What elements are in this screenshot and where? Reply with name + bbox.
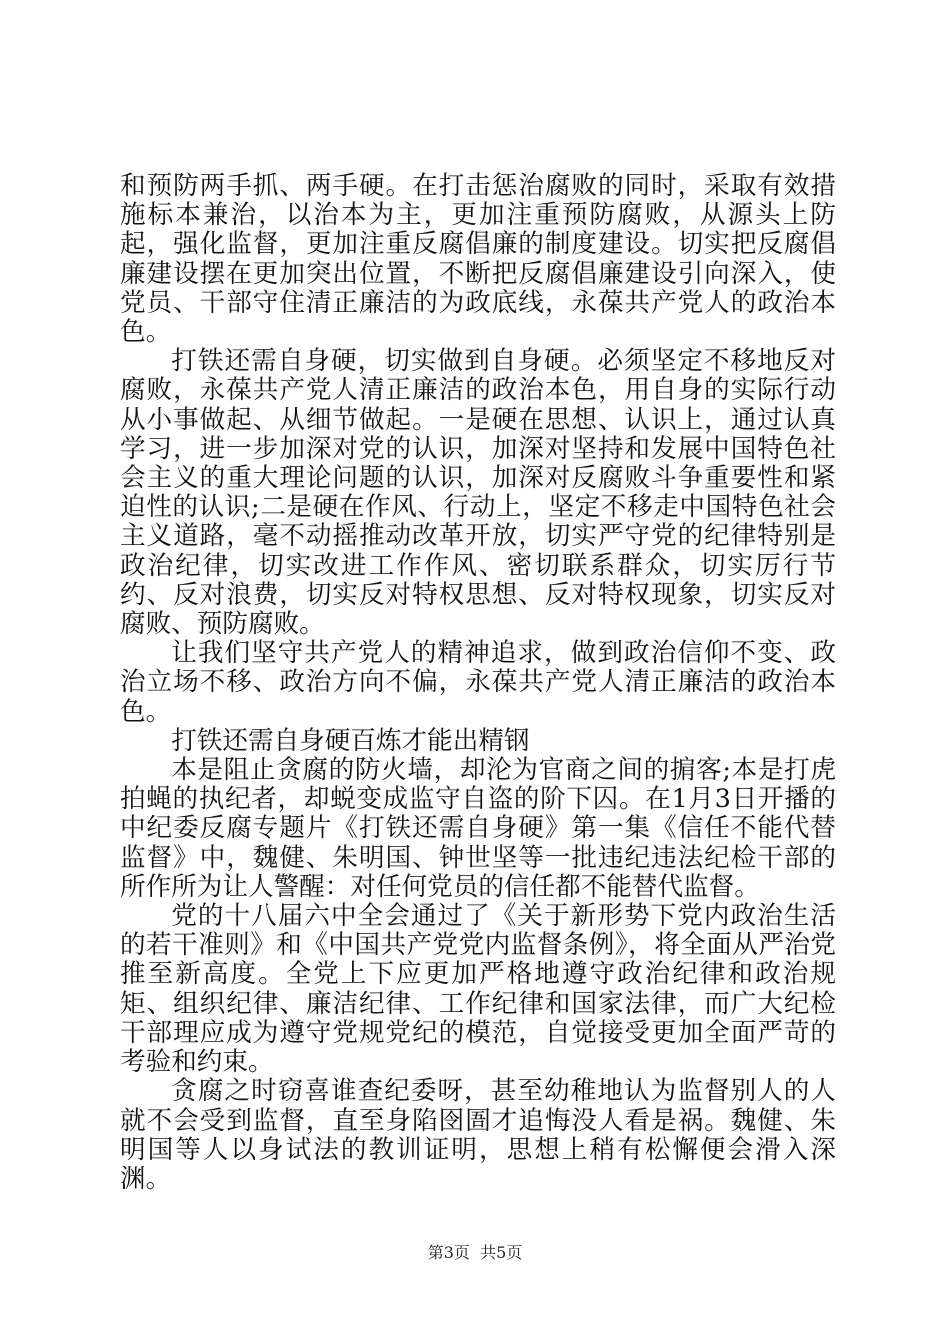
paragraph: 打铁还需自身硬，切实做到自身硬。必须坚定不移地反对腐败，永葆共产党人清正廉洁的政治本色，用自身的实际行动从小事做起、从细节做起。一是硬在思想、认识上，通过认真学习，进一步加深对党的认识，加深对坚持和发展中国特色社会主义的重大理论问题的认识，加深对反腐败斗争重要性和紧迫性的认识;二是硬在作风、行动上，坚定不移走中国特色社会主义道路，毫不动摇推动改革开放，切实严守党的纪律特别是政治纪律，切实改进工作作风、密切联系群众，切实厉行节约、反对浪费，切实反对特权思想、反对特权现象，切实反对腐败、预防腐败。 [120,346,836,640]
paragraph: 让我们坚守共产党人的精神追求，做到政治信仰不变、政治立场不移、政治方向不偏，永葆共产党人清正廉洁的政治本色。 [120,638,836,727]
document-body [120,172,836,1194]
paragraph: 和预防两手抓、两手硬。在打击惩治腐败的同时，采取有效措施标本兼治，以治本为主，更加注重预防腐败，从源头上防起，强化监督，更加注重反腐倡廉的制度建设。切实把反腐倡廉建设摆在更加突出位置，不断把反腐倡廉建设引向深入，使党员、干部守住清正廉洁的为政底线，永葆共产党人的政治本色。 [120,171,836,348]
page-footer [0,1240,950,1263]
section-heading: 打铁还需自身硬百炼才能出精钢 [171,725,530,756]
paragraph: 贪腐之时窃喜谁查纪委呀，甚至幼稚地认为监督别人的人就不会受到监督，直至身陷囹圄才追悔没人看是祸。魏健、朱明国等人以身试法的教训证明，思想上稍有松懈便会滑入深渊。 [120,1076,836,1194]
paragraph: 本是阻止贪腐的防火墙，却沦为官商之间的掮客;本是打虎拍蝇的执纪者，却蜕变成监守自盗的阶下囚。在1月3日开播的中纪委反腐专题片《打铁还需自身硬》第一集《信任不能代替监督》中，魏健、朱明国、钟世坚等一批违纪违法纪检干部的所作所为让人警醒：对任何党员的信任都不能替代监督。 [120,755,836,902]
page-number: 第3页 共5页 [427,1243,523,1262]
paragraph: 党的十八届六中全会通过了《关于新形势下党内政治生活的若干准则》和《中国共产党党内监督条例》，将全面从严治党推至新高度。全党上下应更加严格地遵守政治纪律和政治规矩、组织纪律、廉洁纪律、工作纪律和国家法律，而广大纪检干部理应成为遵守党规党纪的模范，自觉接受更加全面严苛的考验和约束。 [120,901,836,1078]
